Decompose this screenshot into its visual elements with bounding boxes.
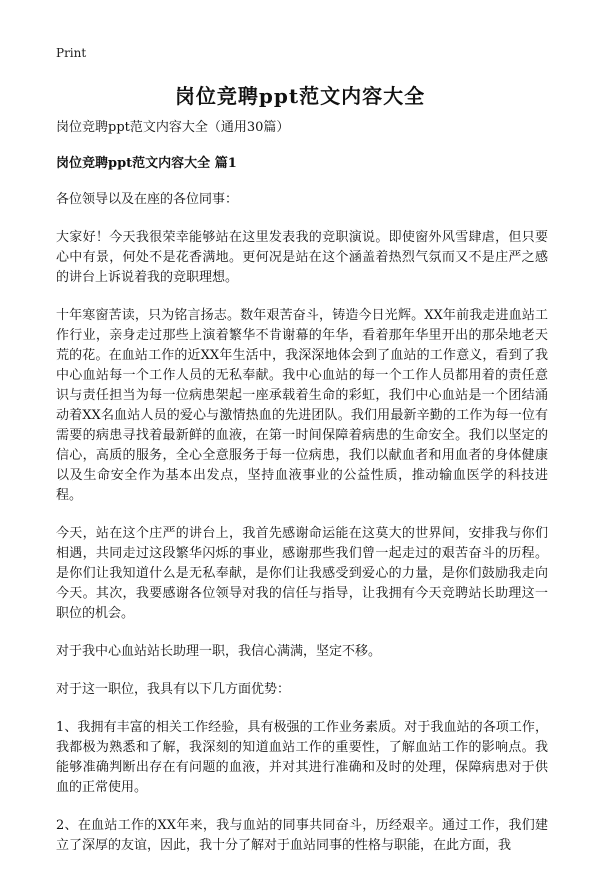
paragraph-advantage-2: 2、在血站工作的XX年来，我与血站的同事共同奋斗，历经艰辛。通过工作，我们建立了深厚的友谊，因此，我十分了解对于血站同事的性格与职能，在此方面，我	[56, 818, 548, 853]
paragraph-salutation: 各位领导以及在座的各位同事：	[56, 192, 239, 207]
paragraph-confidence: 对于我中心血站站长助理一职，我信心满满，坚定不移。	[56, 644, 382, 659]
paragraph-advantage-1: 1、我拥有丰富的相关工作经验，具有极强的工作业务素质。对于我血站的各项工作，我都极为熟悉和了解，我深刻的知道血站工作的重要性，了解血站工作的影响点。我能够准确判断出存在有问题的血液，并对其进行准确和及时的处理，保障病患对于供血的正常使用。	[56, 720, 548, 795]
paragraph-experience: 十年寒窗苦读，只为铭言扬志。数年艰苦奋斗，铸造今日光辉。XX年前我走进血站工作行业，亲身走过那些上演着繁华不肯谢幕的年华，看着那年华里开出的那朵地老天荒的花。在血站工作的近XX年生活中，我深深地体会到了血站的工作意义，看到了我中心血站每一个工作人员的无私奉献。我中心血站的每一个工作人员都用着的责任意识与责任担当为每一位病患架起一座承载着生命的彩虹，我们中心血站是一个团结涌动着XX名血站人员的爱心与激情热血的先进团队。我们用最新辛勤的工作为每一位有需要的病患寻找着最新鲜的血液，在第一时间保障着病患的生命安全。我们以坚定的信心，高质的服务，全心全意服务于每一位病患，我们以献血者和用血者的身体健康以及生命安全作为基本出发点，坚持血液事业的公益性质，推动输血医学的科技进程。	[56, 308, 548, 503]
document-subtitle: 岗位竞聘ppt范文内容大全（通用30篇）	[56, 120, 290, 135]
section-heading: 岗位竞聘ppt范文内容大全 篇1	[56, 156, 237, 171]
document-body	[56, 118, 548, 874]
print-link[interactable]: Print	[56, 46, 87, 60]
paragraph-advantages-intro: 对于这一职位，我具有以下几方面优势：	[56, 682, 291, 697]
page-title: 岗位竞聘ppt范文内容大全	[174, 84, 426, 108]
paragraph-intro: 大家好！今天我很荣幸能够站在这里发表我的竞职演说。即使窗外风雪肆虐，但只要心中有景，何处不是花香满地。更何况是站在这个涵盖着热烈气氛而又不是庄严之感的讲台上诉说着我的竞职理想。	[56, 230, 548, 285]
paragraph-thanks: 今天，站在这个庄严的讲台上，我首先感谢命运能在这莫大的世界间，安排我与你们相遇，共同走过这段繁华闪烁的事业，感谢那些我们曾一起走过的艰苦奋斗的历程。是你们让我知道什么是无私奉献，是你们让我感受到爱心的力量，是你们鼓励我走向今天。其次，我要感谢各位领导对我的信任与指导，让我拥有今天竞聘站长助理这一职位的机会。	[56, 526, 548, 621]
